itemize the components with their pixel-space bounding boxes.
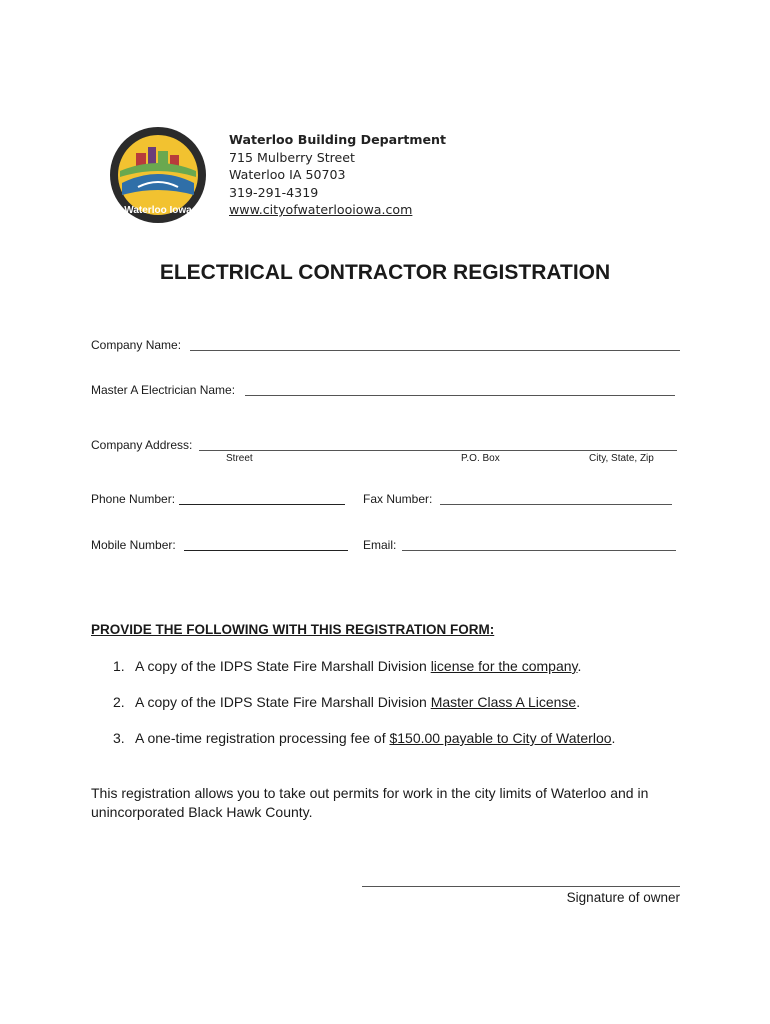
- department-website-link[interactable]: www.cityofwaterlooiowa.com: [229, 202, 413, 217]
- phone-number-field[interactable]: [179, 504, 345, 505]
- waterloo-city-seal: [108, 125, 208, 225]
- email-label: Email:: [363, 538, 397, 552]
- requirement-item-2: [113, 694, 580, 710]
- company-address-label: Company Address:: [91, 438, 193, 452]
- address-street-caption: Street: [226, 453, 253, 464]
- requirement-suffix: .: [577, 658, 582, 674]
- mobile-number-label: Mobile Number:: [91, 538, 176, 552]
- department-info: [229, 131, 446, 219]
- address-city-state-zip-caption: City, State, Zip: [589, 453, 654, 464]
- department-street: 715 Mulberry Street: [229, 149, 355, 165]
- requirement-number: 2.: [113, 694, 125, 710]
- signature-field[interactable]: [362, 886, 680, 887]
- signature-label: Signature of owner: [566, 890, 680, 905]
- seal-graphic: [108, 125, 208, 225]
- requirements-heading: [91, 622, 494, 637]
- requirement-item-3: [113, 730, 615, 746]
- registration-note: This registration allows you to take out permits for work in the city limits of Waterloo and in unincorporated Black Hawk County.: [91, 785, 649, 820]
- requirement-number: 1.: [113, 658, 125, 674]
- requirement-suffix: .: [576, 694, 581, 710]
- fax-number-label: Fax Number:: [363, 492, 433, 506]
- master-electrician-label: Master A Electrician Name:: [91, 383, 236, 397]
- company-name-label: Company Name:: [91, 338, 182, 352]
- requirement-underlined-text: license for the company: [430, 658, 578, 674]
- phone-number-label: Phone Number:: [91, 492, 176, 506]
- requirement-text: A copy of the IDPS State Fire Marshall Division: [135, 658, 431, 674]
- master-electrician-field[interactable]: [245, 395, 675, 396]
- seal-text: Waterloo Iowa: [124, 205, 192, 216]
- address-po-box-caption: P.O. Box: [461, 453, 500, 464]
- requirement-item-1: [113, 658, 581, 674]
- requirement-underlined-text: $150.00 payable to City of Waterloo: [389, 730, 612, 746]
- requirements-heading-colon: :: [489, 622, 495, 637]
- requirement-underlined-text: Master Class A License: [430, 694, 577, 710]
- company-address-field[interactable]: [199, 450, 677, 451]
- mobile-number-field[interactable]: [184, 550, 348, 551]
- requirement-text: A copy of the IDPS State Fire Marshall Division: [135, 694, 431, 710]
- email-field[interactable]: [402, 550, 676, 551]
- requirement-suffix: .: [611, 730, 616, 746]
- department-city: Waterloo IA 50703: [229, 167, 346, 182]
- requirement-number: 3.: [113, 730, 125, 746]
- department-phone: 319-291-4319: [229, 184, 319, 200]
- requirements-heading-text: PROVIDE THE FOLLOWING WITH THIS REGISTRATION FORM: [91, 622, 490, 637]
- requirement-text: A one-time registration processing fee of: [135, 730, 390, 746]
- form-title: ELECTRICAL CONTRACTOR REGISTRATION: [159, 261, 611, 284]
- department-name: Waterloo Building Department: [229, 132, 447, 147]
- fax-number-field[interactable]: [440, 504, 672, 505]
- company-name-field[interactable]: [190, 350, 680, 351]
